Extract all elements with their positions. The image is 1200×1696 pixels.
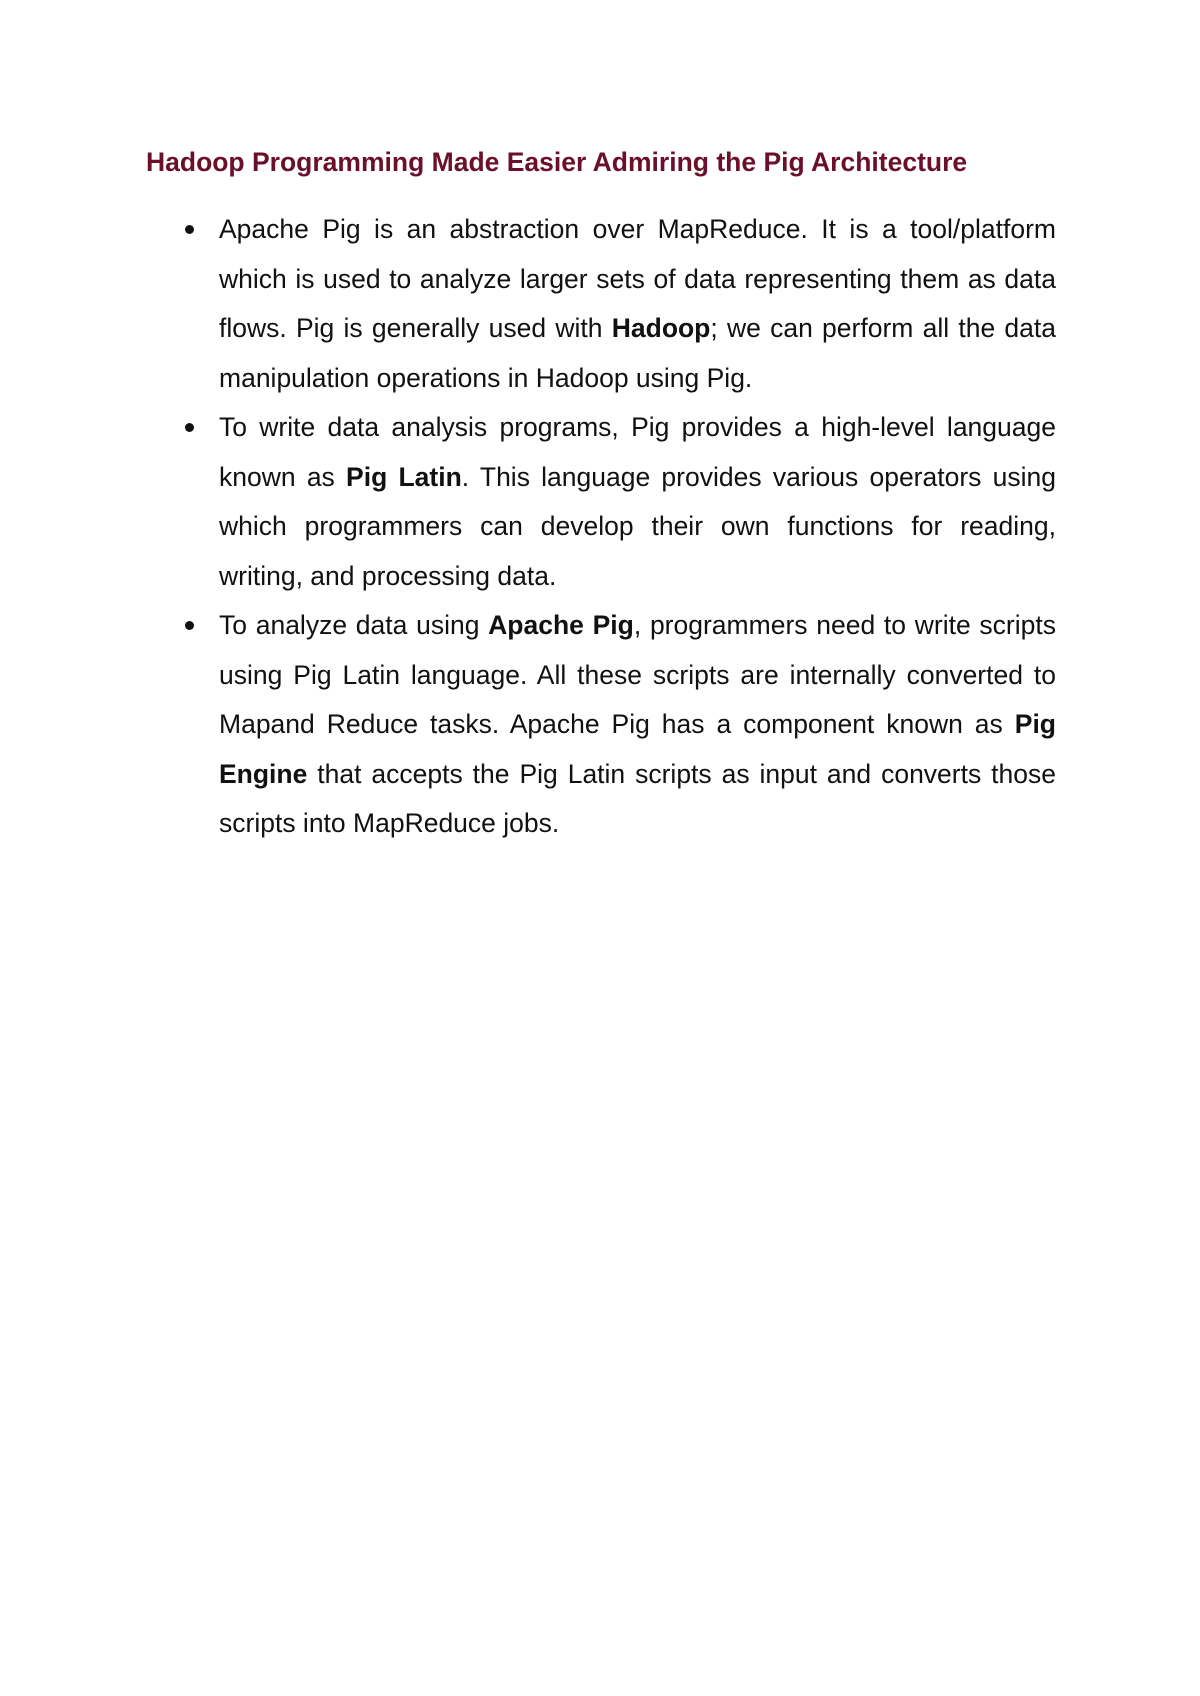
bullet-dot-icon: [185, 423, 194, 432]
bullet-item-3: [182, 601, 1056, 849]
bullet-3-text-part2: , programmers need to write scripts using Pig Latin language. All these scripts are internally converted to Mapand Reduce tasks. Apache Pig has a component known as: [219, 610, 1056, 739]
bullet-3-text-part3: that accepts the Pig Latin scripts as input and converts those scripts into MapReduce jobs.: [219, 758, 1056, 838]
bullet-dot-icon: [185, 621, 194, 630]
bullet-3-bold-pig-engine: Pig Engine: [219, 709, 1056, 789]
bullet-item-2: [182, 403, 1056, 601]
bullet-3-text-part1: To analyze data using: [219, 610, 489, 640]
document-title: Hadoop Programming Made Easier Admiring the Pig Architecture: [146, 147, 968, 177]
bullet-2-bold-pig-latin: Pig Latin: [346, 461, 462, 492]
bullet-3-bold-apache-pig: Apache Pig: [488, 610, 634, 640]
bullet-1-bold-hadoop: Hadoop: [611, 313, 711, 343]
bullet-list: [182, 205, 1056, 849]
bullet-2-text-part1: To write data analysis programs, Pig provides a high-level language known as: [219, 412, 1056, 492]
bullet-dot-icon: [185, 225, 194, 234]
bullet-1-text-part2: ; we can perform all the data manipulation operations in Hadoop using Pig.: [219, 313, 1057, 393]
bullet-item-1: [182, 205, 1056, 403]
bullet-2-text-part2: . This language provides various operators using which programmers can develop their own functions for reading, writing, and processing data.: [219, 461, 1056, 591]
bullet-1-text-part1: Apache Pig is an abstraction over MapReduce. It is a tool/platform which is used to analyze larger sets of data representing them as data flows. Pig is generally used with: [219, 214, 1056, 343]
